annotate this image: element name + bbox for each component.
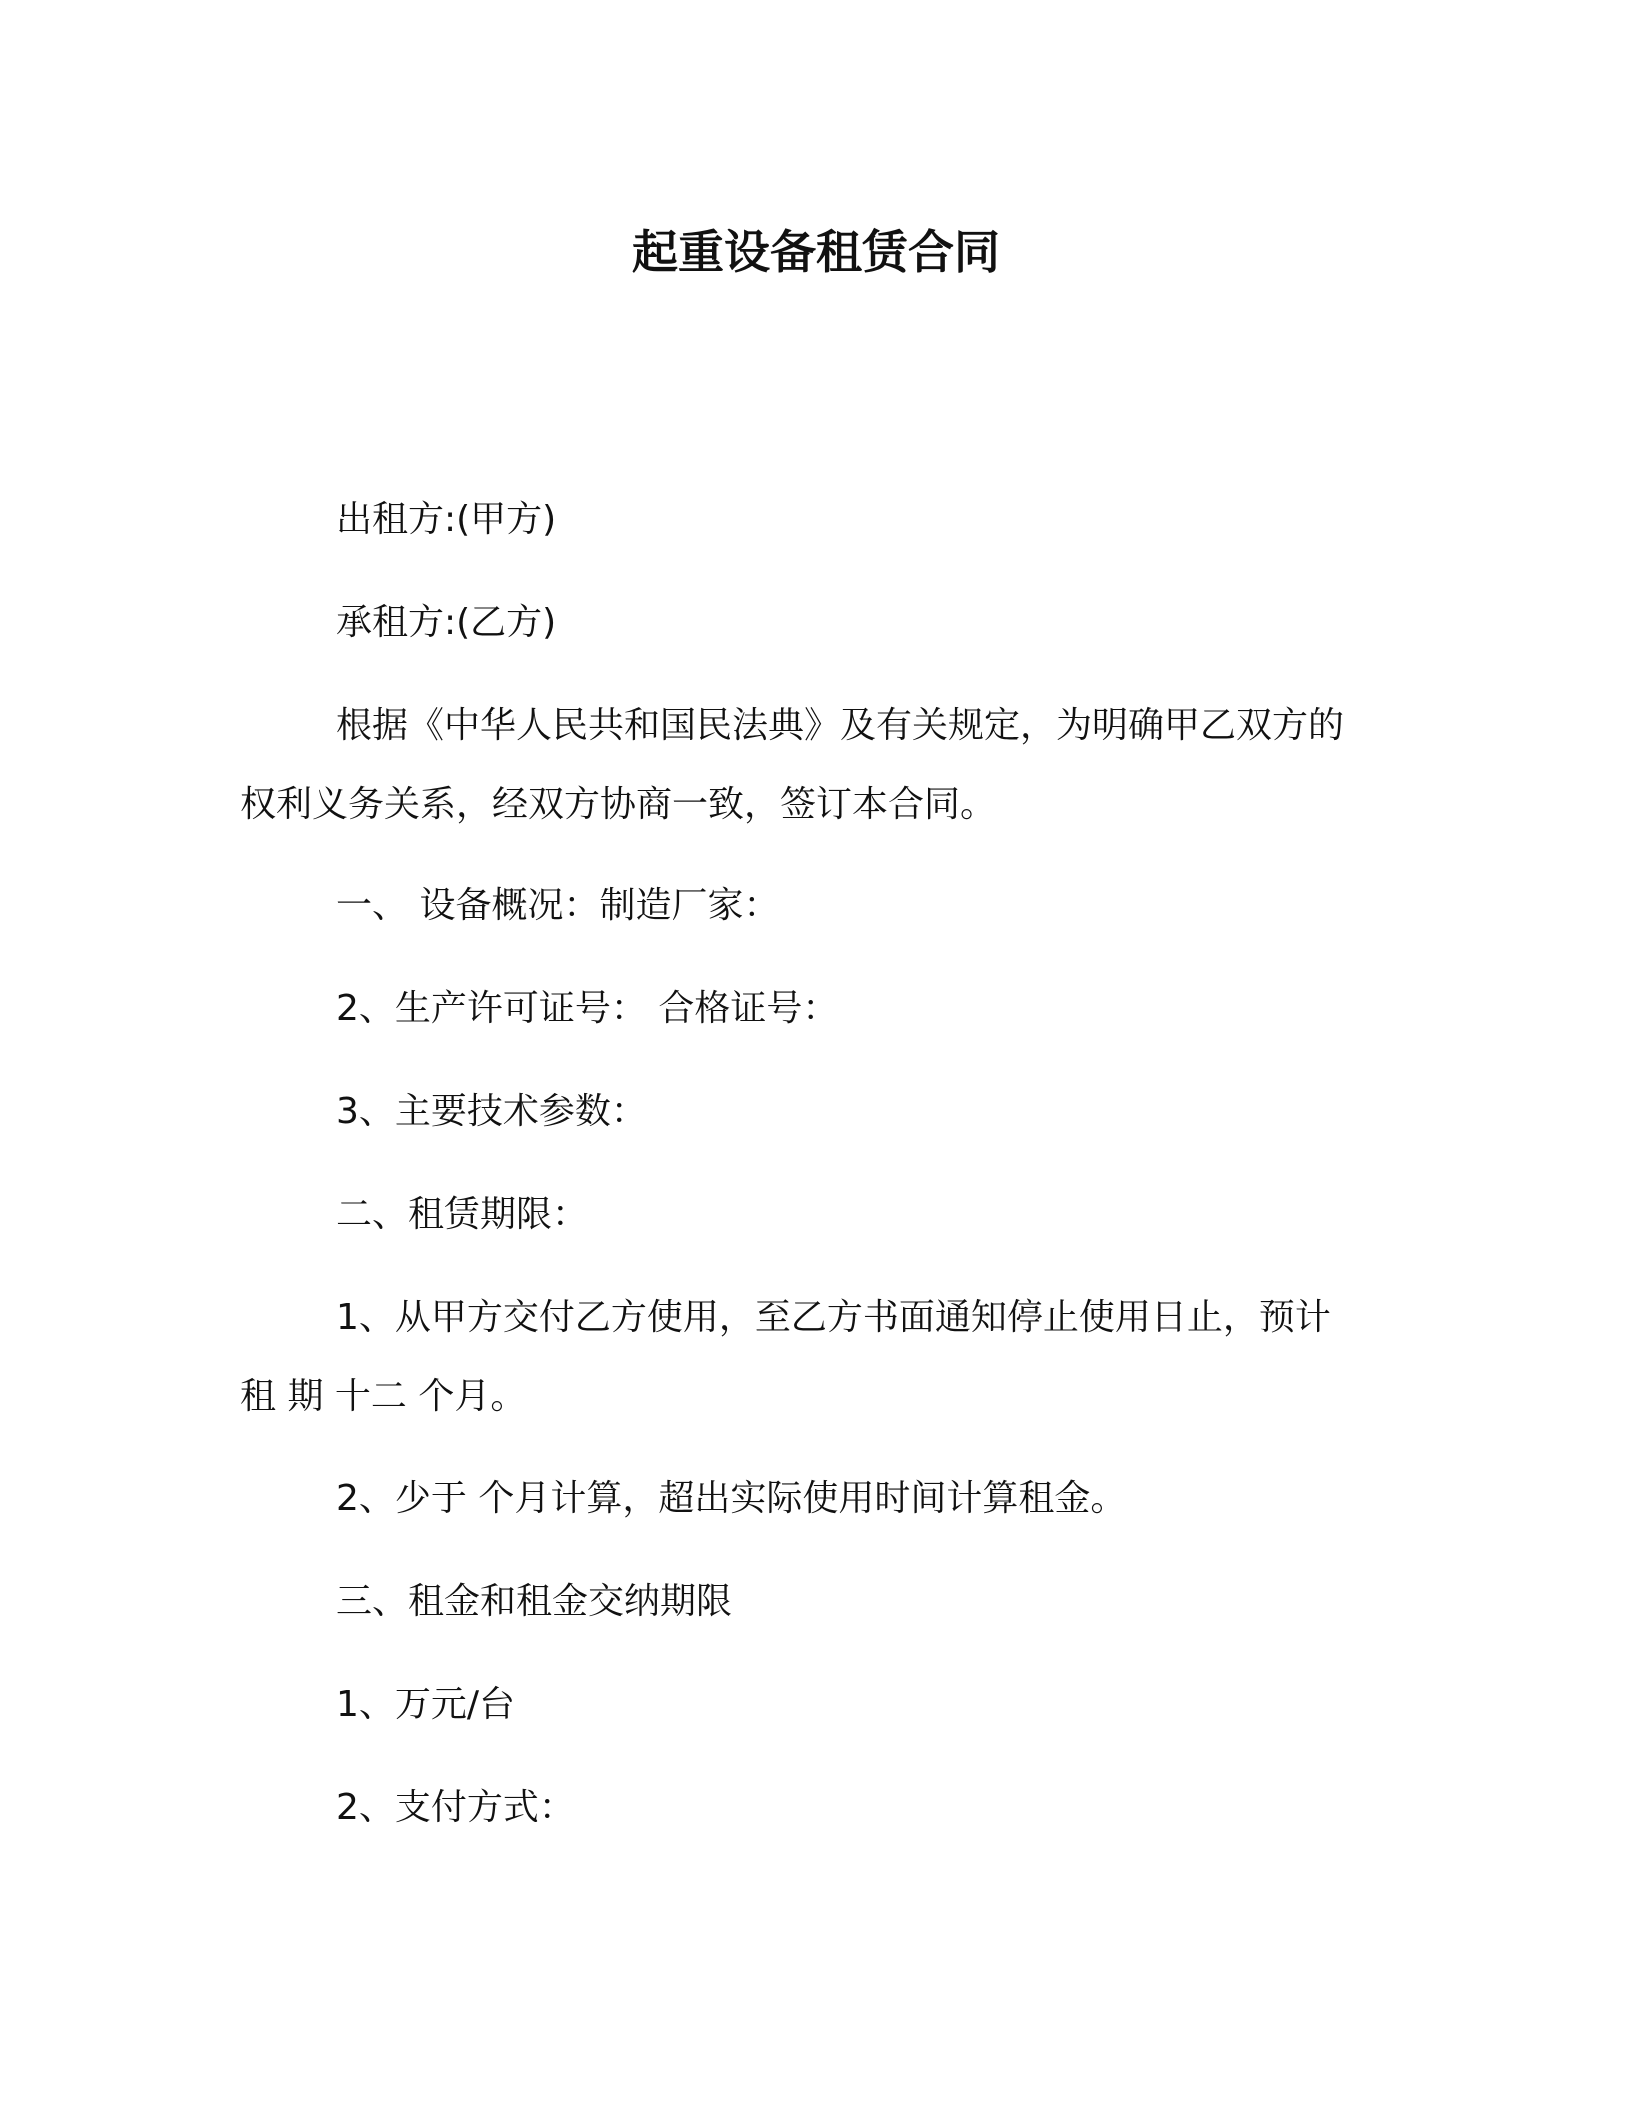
- section-2-item-1-line-1: 1、从甲方交付乙方使用，至乙方书面通知停止使用日止，预计: [336, 1297, 1331, 1338]
- section-3-item-1: 1、万元/台: [336, 1684, 516, 1725]
- section-2-item-1-line-2: 租 期 十二 个月。: [240, 1376, 527, 1417]
- section-2-item-2: 2、少于 个月计算，超出实际使用时间计算租金。: [336, 1478, 1127, 1519]
- document-title: 起重设备租赁合同: [632, 225, 1000, 279]
- section-3-item-2: 2、支付方式：: [336, 1787, 575, 1828]
- section-1-item-2: 2、生产许可证号： 合格证号：: [336, 988, 839, 1029]
- preamble-line-2: 权利义务关系，经双方协商一致，签订本合同。: [240, 784, 997, 825]
- section-2-heading: 二、租赁期限：: [336, 1194, 589, 1235]
- lessee-line: 承租方:(乙方): [336, 602, 557, 643]
- section-1-item-3: 3、主要技术参数：: [336, 1091, 647, 1132]
- preamble-line-1: 根据《中华人民共和国民法典》及有关规定，为明确甲乙双方的: [336, 705, 1345, 746]
- section-1-heading: 一、 设备概况：制造厂家：: [336, 885, 780, 926]
- section-3-heading: 三、租金和租金交纳期限: [336, 1581, 733, 1622]
- lessor-line: 出租方:(甲方): [336, 499, 557, 540]
